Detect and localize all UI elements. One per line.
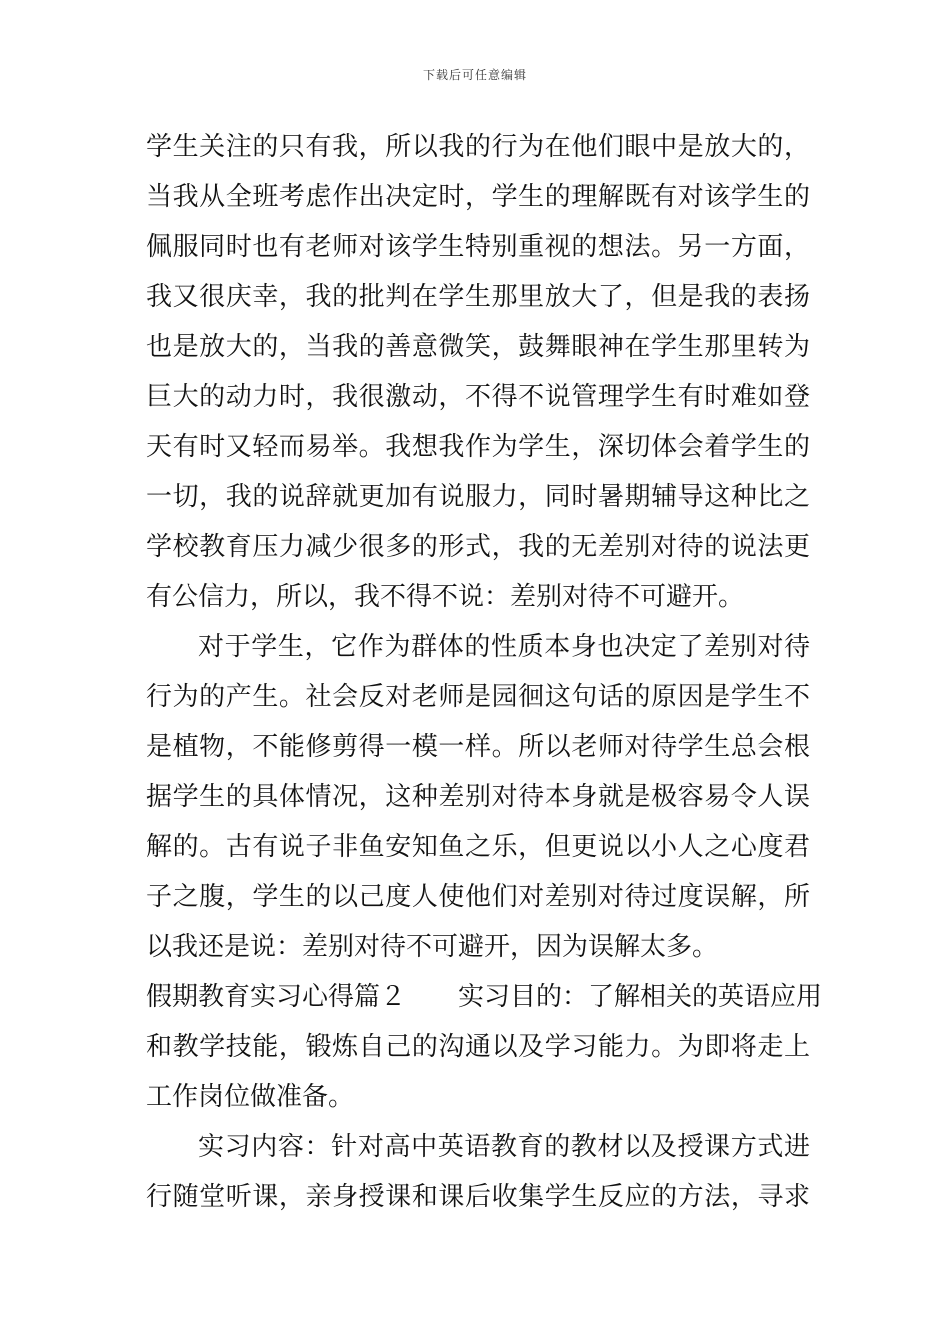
text-line: 学生关注的只有我，所以我的行为在他们眼中是放大的， — [146, 132, 810, 162]
section-heading-line: 假期教育实习心得篇２ 实习目的：了解相关的英语应用 — [146, 982, 823, 1012]
text-line: 以我还是说：差别对待不可避开，因为误解太多。 — [146, 932, 719, 962]
text-line: 子之腹，学生的以己度人使他们对差别对待过度误解，所 — [146, 882, 810, 912]
text-line: 行为的产生。社会反对老师是园徊这句话的原因是学生不 — [146, 682, 810, 712]
page-header: 下载后可任意编辑 — [422, 68, 527, 82]
text-line: 工作岗位做准备。 — [146, 1082, 355, 1112]
text-line: 解的。古有说子非鱼安知鱼之乐，但更说以小人之心度君 — [146, 832, 810, 862]
text-line: 学校教育压力减少很多的形式，我的无差别对待的说法更 — [146, 532, 810, 562]
text-line: 巨大的动力时，我很激动，不得不说管理学生有时难如登 — [146, 382, 810, 412]
text-line: 据学生的具体情况，这种差别对待本身就是极容易令人误 — [146, 782, 810, 812]
text-line: 是植物，不能修剪得一模一样。所以老师对待学生总会根 — [146, 732, 810, 762]
paragraph-start-line: 对于学生，它作为群体的性质本身也决定了差别对待 — [198, 632, 810, 662]
text-line: 行随堂听课，亲身授课和课后收集学生反应的方法，寻求 — [146, 1182, 810, 1212]
document-body — [146, 122, 823, 1222]
text-line: 一切，我的说辞就更加有说服力，同时暑期辅导这种比之 — [146, 482, 810, 512]
text-line: 天有时又轻而易举。我想我作为学生，深切体会着学生的 — [146, 432, 810, 462]
text-line: 当我从全班考虑作出决定时，学生的理解既有对该学生的 — [146, 182, 810, 212]
text-line: 有公信力，所以，我不得不说：差别对待不可避开。 — [146, 582, 745, 612]
text-line: 我又很庆幸，我的批判在学生那里放大了，但是我的表扬 — [146, 282, 810, 312]
text-line: 也是放大的，当我的善意微笑，鼓舞眼神在学生那里转为 — [146, 332, 810, 362]
text-line: 和教学技能，锻炼自己的沟通以及学习能力。为即将走上 — [146, 1032, 810, 1062]
paragraph-start-line: 实习内容：针对高中英语教育的教材以及授课方式进 — [198, 1132, 810, 1162]
text-line: 佩服同时也有老师对该学生特别重视的想法。另一方面， — [146, 232, 810, 262]
